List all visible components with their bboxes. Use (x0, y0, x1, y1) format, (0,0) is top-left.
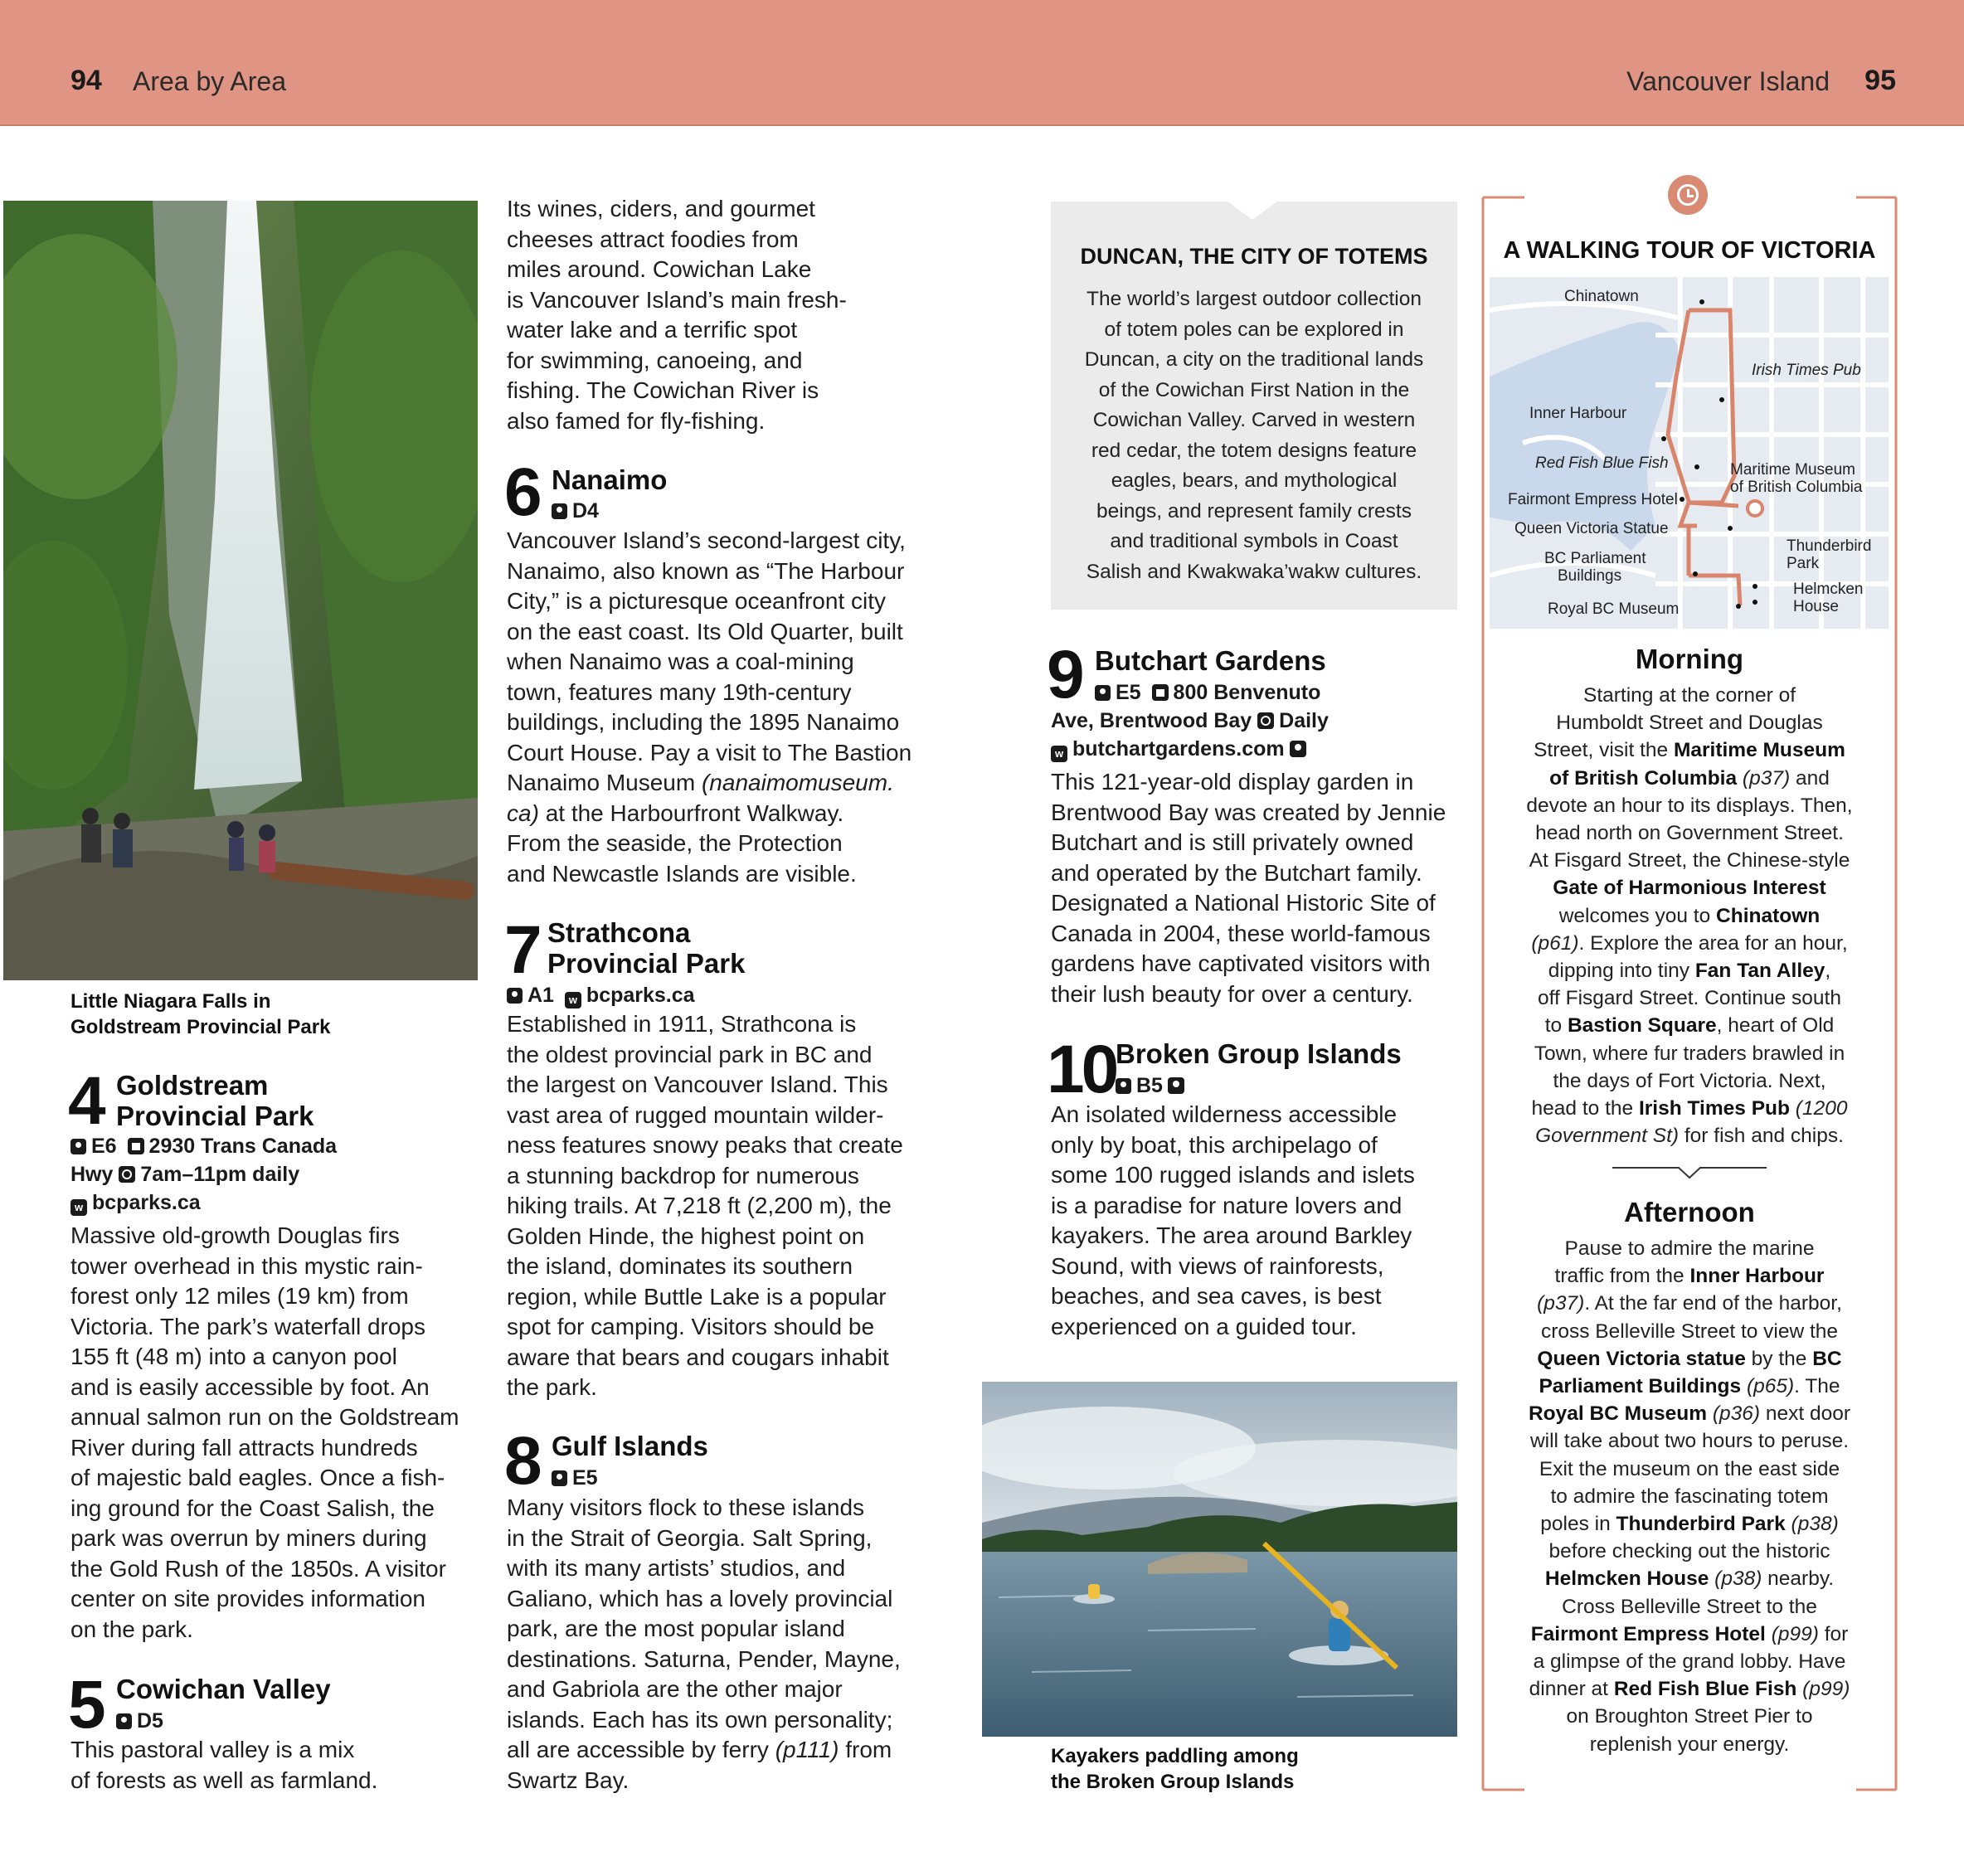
text-fragment: Irish Times Pub (1638, 1097, 1790, 1120)
body-line: water lake and a terrific spot (507, 317, 798, 343)
entry-5-title: Cowichan Valley (116, 1674, 331, 1704)
body-line: The world’s largest outdoor collection (1086, 288, 1422, 310)
tour-line: replenish your energy. (1589, 1733, 1790, 1756)
body-line: red cedar, the totem designs feature (1091, 439, 1417, 462)
text-fragment: Parliament Buildings (1539, 1375, 1742, 1398)
body-line: on the east coast. Its Old Quarter, built (507, 618, 903, 644)
body-line: Sound, with views of rainforests, (1051, 1252, 1384, 1279)
body-line: and operated by the Butchart family. (1051, 859, 1422, 886)
body-line: kayakers. The area around Barkley (1051, 1222, 1412, 1248)
body-line: park, are the most popular island (507, 1616, 845, 1641)
body-line: Designated a National Historic Site of (1051, 890, 1436, 916)
right-page-number: 95 (1864, 65, 1896, 96)
map-label: Red Fish Blue Fish (1535, 454, 1669, 472)
body-line: and traditional symbols in Coast (1110, 530, 1398, 552)
body-line: gardens have captivated visitors with (1051, 950, 1431, 976)
body-line: cheeses attract foodies from (507, 226, 799, 252)
body-line: of the Cowichan First Nation in the (1098, 378, 1410, 401)
body-line: their lush beauty for over a century. (1051, 980, 1413, 1007)
map-ref: E5 (572, 1466, 598, 1490)
body-line: of forests as well as farmland. (70, 1767, 378, 1793)
body-line: on the park. (70, 1616, 193, 1642)
entry-6-body (507, 526, 921, 889)
body-line: the island, dominates its southern (507, 1253, 853, 1279)
text-fragment: Royal BC Museum (1528, 1402, 1708, 1426)
address-cont: Hwy (70, 1163, 114, 1186)
text-fragment: . At the far end of the harbor, (1584, 1292, 1842, 1315)
section-divider (1612, 1163, 1767, 1183)
body-line: some 100 rugged islands and islets (1051, 1162, 1415, 1188)
body-line: Swartz Bay. (507, 1767, 630, 1793)
tour-line: the days of Fort Victoria. Next, (1553, 1069, 1826, 1092)
text-fragment: . Explore the area for an hour, (1578, 931, 1848, 955)
body-line: Court House. Pay a visit to The Bastion (507, 739, 912, 765)
text-fragment: Red Fish Blue Fish (1613, 1678, 1797, 1701)
website-link[interactable]: bcparks.ca (92, 1191, 201, 1214)
body-line: the park. (507, 1374, 597, 1400)
sidebar-notch (1228, 202, 1277, 220)
text-fragment: dinner at (1529, 1678, 1608, 1701)
body-line: fishing. The Cowichan River is (507, 377, 819, 403)
text-fragment: Fairmont Empress Hotel (1530, 1622, 1766, 1645)
body-line: the oldest provincial park in BC and (507, 1041, 873, 1067)
map-pin-icon (116, 1713, 132, 1729)
text-fragment: Gate of Harmonious Interest (1553, 877, 1826, 900)
body-line: the Gold Rush of the 1850s. A visitor (70, 1555, 446, 1582)
text-fragment: Thunderbird Park (1616, 1513, 1786, 1536)
body-line: for swimming, canoeing, and (507, 347, 803, 373)
family-friendly-icon (1168, 1077, 1184, 1094)
entry-8-meta (552, 1464, 598, 1492)
body-line: miles around. Cowichan Lake (507, 256, 812, 282)
caption-line: the Broken Group Islands (1051, 1771, 1295, 1793)
text-fragment: for (1824, 1622, 1849, 1645)
text-fragment: next door (1765, 1402, 1851, 1426)
body-line: islands. Each has its own personality; (507, 1706, 893, 1733)
address-icon (1152, 684, 1169, 701)
map-pin-icon (1095, 685, 1111, 701)
text-fragment: Chinatown (1716, 904, 1821, 927)
text-fragment: (1200 (1795, 1097, 1848, 1120)
body-line: Established in 1911, Strathcona is (507, 1011, 857, 1037)
map-ref: E5 (1116, 681, 1141, 704)
afternoon-body (1493, 1235, 1886, 1758)
museum-url: (nanaimomuseum. (701, 770, 894, 795)
body-line: of totem poles can be explored in (1104, 318, 1404, 341)
left-page-number: 94 (70, 65, 102, 96)
text-fragment: poles in (1540, 1513, 1611, 1536)
entry-7-meta (507, 981, 695, 1009)
entry-10-body (1051, 1100, 1466, 1342)
caption-line: Goldstream Provincial Park (70, 1016, 331, 1038)
map-ref: E6 (91, 1135, 117, 1158)
body-line: a stunning backdrop for numerous (507, 1162, 859, 1188)
body-line: ing ground for the Coast Salish, the (70, 1494, 435, 1521)
body-line: town, features many 19th-century (507, 678, 852, 705)
text-fragment: Fan Tan Alley (1694, 960, 1825, 983)
entry-4-body (70, 1221, 485, 1645)
map-pin-icon (552, 1470, 567, 1486)
entry-9-number: 9 (1047, 637, 1082, 712)
tour-line: Exit the museum on the east side (1539, 1457, 1840, 1480)
entry-5-body-continued (507, 194, 921, 436)
clock-icon (119, 1166, 135, 1183)
map-ref: D4 (572, 499, 599, 522)
address-icon (128, 1138, 144, 1154)
entry-10-number: 10 (1047, 1032, 1116, 1107)
map-pin-icon (507, 988, 523, 1004)
text-fragment: head to the (1531, 1097, 1634, 1120)
text-fragment: for fish and chips. (1684, 1125, 1844, 1148)
map-label: Fairmont Empress Hotel (1508, 491, 1678, 508)
text-fragment: Helmcken House (1544, 1567, 1709, 1591)
text-fragment: (p37) (1537, 1292, 1585, 1315)
sidebar-body (1051, 284, 1457, 587)
text-fragment: Maritime Museum (1673, 739, 1845, 762)
entry-5-meta (116, 1707, 163, 1735)
text-fragment: (p65) (1746, 1375, 1795, 1398)
tour-line: off Fisgard Street. Continue south (1538, 987, 1841, 1010)
body-line: ness features snowy peaks that create (507, 1132, 903, 1158)
map-pin-icon (1116, 1078, 1131, 1094)
map-label: House (1793, 598, 1839, 615)
text-fragment: , heart of Old (1716, 1014, 1835, 1038)
body-line: Salish and Kwakwaka’wakw cultures. (1086, 560, 1422, 583)
body-line: Many visitors flock to these islands (507, 1494, 865, 1520)
entry-7-title (547, 917, 745, 979)
text-fragment: traffic from the (1554, 1265, 1684, 1288)
address: 2930 Trans Canada (148, 1135, 338, 1158)
text-fragment: Bastion Square (1567, 1014, 1717, 1038)
kayak-caption (1051, 1743, 1299, 1795)
entry-10-title: Broken Group Islands (1116, 1038, 1402, 1069)
website-link[interactable]: butchartgardens.com (1072, 737, 1285, 761)
tour-map (1490, 277, 1889, 629)
body-line: of majestic bald eagles. Once a fish- (70, 1465, 445, 1490)
museum-url-cont: ca) (507, 799, 539, 826)
waterfall-photo (3, 201, 478, 980)
tour-line: cross Belleville Street to view the (1540, 1320, 1839, 1343)
morning-heading: Morning (1635, 644, 1744, 674)
text-fragment: (p38) (1791, 1513, 1839, 1536)
body-line: and Gabriola are the other major (507, 1676, 843, 1702)
map-label: Irish Times Pub (1752, 362, 1861, 379)
map-ref: A1 (527, 984, 554, 1007)
body-line: City,” is a picturesque oceanfront city (507, 588, 887, 614)
body-line: River during fall attracts hundreds (70, 1434, 418, 1460)
text-fragment: of British Columbia (1549, 766, 1738, 790)
tour-line: At Fisgard Street, the Chinese-style (1529, 849, 1850, 872)
body-line: Its wines, ciders, and gourmet (507, 196, 815, 221)
kayak-illustration (982, 1382, 1457, 1737)
victoria-map (1490, 277, 1889, 629)
web-icon: w (1051, 746, 1067, 762)
left-section-title: Area by Area (133, 66, 286, 96)
map-label: Buildings (1558, 567, 1622, 585)
text-fragment: Inner Harbour (1689, 1265, 1825, 1288)
title-line: Provincial Park (116, 1101, 314, 1131)
web-icon: w (70, 1199, 87, 1216)
family-friendly-icon (1290, 741, 1306, 757)
tour-line: a glimpse of the grand lobby. Have (1533, 1650, 1846, 1674)
text-fragment: (p99) (1771, 1622, 1819, 1645)
caption-line: Little Niagara Falls in (70, 990, 271, 1013)
body-line: Victoria. The park’s waterfall drops (70, 1313, 425, 1339)
entry-4-meta (70, 1132, 485, 1217)
body-line: with its many artists’ studios, and (507, 1555, 846, 1581)
body-line: is a paradise for nature lovers and (1051, 1192, 1403, 1218)
tour-title: A WALKING TOUR OF VICTORIA (1503, 237, 1876, 264)
tour-line: before checking out the historic (1548, 1540, 1830, 1563)
body-line: park was overrun by miners during (70, 1525, 427, 1551)
body-line: 155 ft (48 m) into a canyon pool (70, 1344, 397, 1369)
afternoon-heading: Afternoon (1624, 1197, 1755, 1227)
body-line: center on site provides information (70, 1586, 425, 1611)
body-line: only by boat, this archipelago of (1051, 1131, 1378, 1158)
map-label: Park (1787, 555, 1820, 572)
tour-line: Starting at the corner of (1582, 684, 1796, 707)
map-label: Inner Harbour (1529, 405, 1627, 422)
map-label: of British Columbia (1730, 479, 1863, 496)
text-fragment: by the (1751, 1347, 1807, 1370)
map-label: Maritime Museum (1730, 461, 1855, 479)
text-fragment: . The (1794, 1375, 1840, 1398)
clock-icon (1668, 175, 1708, 215)
tour-line: devote an hour to its displays. Then, (1526, 794, 1853, 817)
title-line: Goldstream (116, 1070, 269, 1101)
entry-6-title: Nanaimo (552, 464, 668, 495)
title-line: Strathcona (547, 917, 691, 948)
entry-5-body (70, 1735, 485, 1796)
body-line: Butchart and is still privately owned (1051, 829, 1414, 855)
body-text: from (845, 1737, 892, 1762)
body-line: region, while Buttle Lake is a popular (507, 1283, 887, 1310)
body-line: beings, and represent family crests (1096, 499, 1412, 522)
text-fragment: BC (1812, 1347, 1842, 1370)
body-line: spot for camping. Visitors should be (507, 1314, 875, 1339)
entry-6-number: 6 (504, 454, 539, 530)
body-line: Brentwood Bay was created by Jennie (1051, 799, 1446, 825)
text-fragment: , (1825, 960, 1831, 983)
text-fragment: Street, visit the (1534, 739, 1669, 762)
body-line: forest only 12 miles (19 km) from (70, 1283, 409, 1309)
map-label: Queen Victoria Statue (1514, 520, 1669, 537)
body-line: buildings, including the 1895 Nanaimo (507, 709, 900, 735)
entry-9-body (1051, 767, 1466, 1009)
page-ref: (p111) (775, 1737, 839, 1762)
body-line: when Nanaimo was a coal-mining (507, 649, 854, 674)
text-fragment: (p38) (1714, 1567, 1762, 1591)
text-fragment: to (1544, 1014, 1563, 1038)
body-line: destinations. Saturna, Pender, Mayne, (507, 1645, 901, 1672)
tour-line: Cross Belleville Street to the (1562, 1595, 1817, 1618)
body-line: also famed for fly-fishing. (507, 407, 766, 434)
body-line: eagles, bears, and mythological (1111, 469, 1398, 492)
clock-icon (1257, 712, 1274, 729)
hours: 7am–11pm daily (140, 1163, 300, 1186)
map-label: BC Parliament (1544, 550, 1646, 567)
entry-6-meta (552, 497, 599, 525)
map-label: Thunderbird (1787, 537, 1872, 555)
body-line: This pastoral valley is a mix (70, 1737, 355, 1762)
map-label: Helmcken (1793, 581, 1864, 598)
map-pin-icon (70, 1139, 86, 1154)
body-line: vast area of rugged mountain wilder- (507, 1101, 884, 1128)
body-line: From the seaside, the Protection (507, 830, 843, 856)
map-ref: D5 (137, 1709, 163, 1733)
body-line: Nanaimo, also known as “The Harbour (507, 557, 905, 584)
right-section-title: Vancouver Island (1626, 66, 1830, 96)
waterfall-caption (70, 989, 330, 1040)
text-fragment: dipping into tiny (1548, 960, 1690, 983)
text-fragment: (p61) (1531, 931, 1579, 955)
waterfall-illustration (3, 201, 478, 980)
tour-line: on Broughton Street Pier to (1566, 1705, 1813, 1728)
entry-7-number: 7 (504, 912, 539, 988)
entry-9-meta (1051, 678, 1466, 763)
body-line: the largest on Vancouver Island. This (507, 1072, 888, 1097)
text-fragment: (p99) (1802, 1678, 1850, 1701)
body-line: Massive old-growth Douglas firs (70, 1222, 400, 1248)
body-line: experienced on a guided tour. (1051, 1313, 1357, 1339)
body-line: An isolated wilderness accessible (1051, 1101, 1398, 1127)
tour-line: head north on Government Street. (1535, 822, 1844, 845)
body-line: and is easily accessible by foot. An (70, 1373, 430, 1400)
text-fragment: nearby. (1767, 1567, 1835, 1591)
text-fragment: welcomes you to (1558, 904, 1711, 927)
tour-line: will take about two hours to peruse. (1529, 1430, 1850, 1453)
text-fragment: Queen Victoria statue (1537, 1347, 1746, 1370)
body-line: is Vancouver Island’s main fresh- (507, 286, 847, 313)
entry-7-body (507, 1009, 921, 1403)
kayak-photo (982, 1382, 1457, 1737)
hours: Daily (1279, 709, 1329, 732)
page-header (0, 0, 1964, 126)
text-fragment: (p36) (1712, 1402, 1761, 1426)
body-text: Nanaimo Museum (507, 770, 696, 795)
entry-4-title (116, 1070, 314, 1131)
text-fragment: (p37) (1742, 766, 1791, 790)
morning-body (1493, 682, 1886, 1149)
body-line: aware that bears and cougars inhabit (507, 1344, 889, 1370)
body-line: hiking trails. At 7,218 ft (2,200 m), the (507, 1193, 892, 1218)
map-ref: B5 (1136, 1074, 1163, 1097)
sidebar-title: DUNCAN, THE CITY OF TOTEMS (1080, 244, 1428, 269)
body-line: tower overhead in this mystic rain- (70, 1252, 423, 1279)
entry-8-number: 8 (504, 1423, 539, 1499)
body-line: Duncan, a city on the traditional lands (1084, 348, 1424, 371)
title-line: Provincial Park (547, 948, 746, 979)
body-line: Golden Hinde, the highest point on (507, 1222, 865, 1249)
address: 800 Benvenuto (1173, 681, 1321, 704)
tour-line: Humboldt Street and Douglas (1556, 712, 1823, 735)
caption-line: Kayakers paddling among (1051, 1745, 1299, 1767)
entry-5-number: 5 (68, 1667, 103, 1742)
map-label: Chinatown (1564, 288, 1639, 305)
address-cont: Ave, Brentwood Bay (1051, 709, 1252, 732)
body-text: all are accessible by ferry (507, 1737, 769, 1762)
map-label: Royal BC Museum (1548, 600, 1680, 618)
body-line: Galiano, which has a lovely provincial (507, 1585, 893, 1611)
body-line: Cowichan Valley. Carved in western (1092, 409, 1416, 431)
body-line: This 121-year-old display garden in (1051, 769, 1414, 795)
entry-10-meta (1116, 1072, 1184, 1100)
body-line: Vancouver Island’s second-largest city, (507, 527, 906, 553)
tour-line: Pause to admire the marine (1564, 1237, 1815, 1260)
body-line: annual salmon run on the Goldstream (70, 1404, 459, 1430)
entry-9-title: Butchart Gardens (1095, 645, 1326, 676)
entry-4-number: 4 (68, 1063, 103, 1139)
tour-line: to admire the fascinating totem (1550, 1485, 1829, 1508)
tour-line: Town, where fur traders brawled in (1534, 1042, 1845, 1065)
text-fragment: and (1795, 766, 1830, 790)
body-text: at the Harbourfront Walkway. (545, 799, 844, 826)
website-link[interactable]: bcparks.ca (586, 984, 695, 1007)
web-icon: w (565, 992, 581, 1008)
body-line: beaches, and sea caves, is best (1051, 1283, 1382, 1309)
body-line: and Newcastle Islands are visible. (507, 860, 857, 887)
text-fragment: Government St) (1535, 1125, 1680, 1148)
body-line: in the Strait of Georgia. Salt Spring, (507, 1524, 873, 1551)
entry-8-title: Gulf Islands (552, 1431, 708, 1461)
map-pin-icon (552, 503, 567, 519)
entry-8-body (507, 1493, 921, 1796)
body-line: Canada in 2004, these world-famous (1051, 920, 1431, 946)
